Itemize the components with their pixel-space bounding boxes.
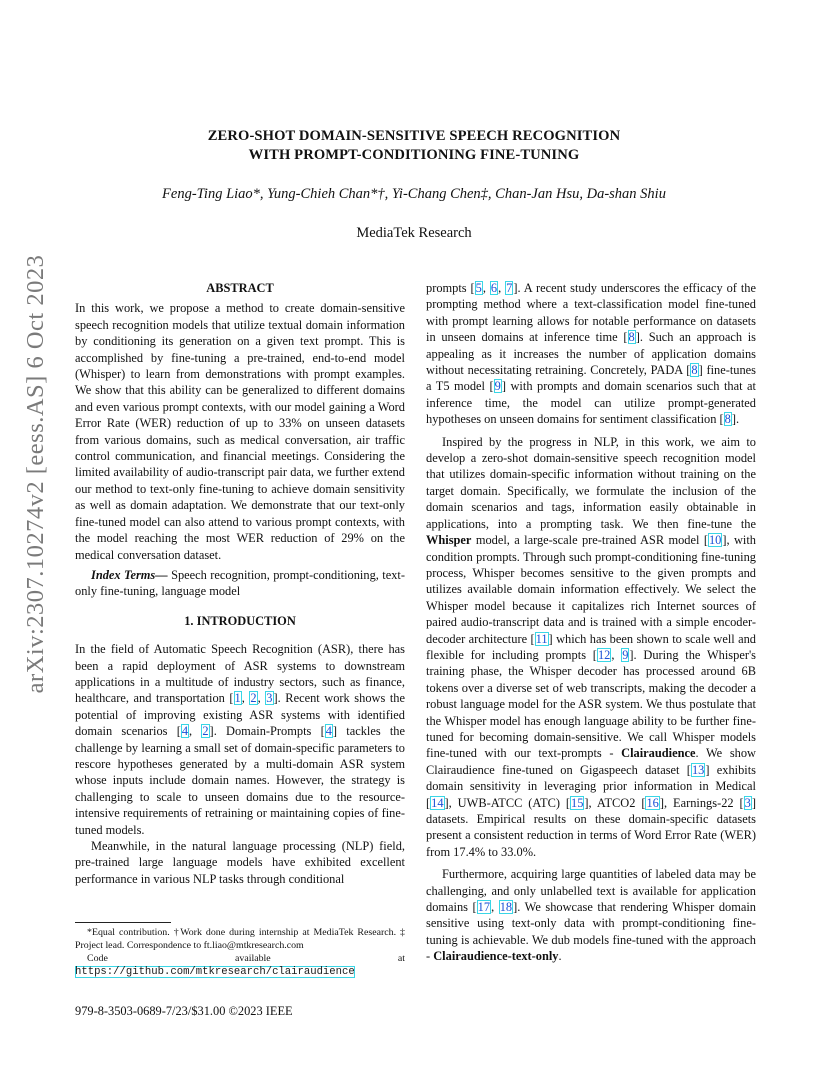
citation-link[interactable]: 10 [708,533,722,548]
citation-link[interactable]: 1 [234,691,241,706]
footnote-rule [75,922,171,923]
isbn-copyright: 979-8-3503-0689-7/23/$31.00 ©2023 IEEE [75,1004,293,1018]
citation-link[interactable]: 18 [499,900,513,915]
citation-link[interactable]: 6 [490,281,498,295]
paper-title-line-2: WITH PROMPT-CONDITIONING FINE-TUNING [248,147,580,163]
right-paragraph-2: Inspired by the progress in NLP, in this work, we aim to develop a zero-shot domain-sensitive speech recognition model that utilizes domain-specific information without training on the target domain. Specifically, we formulate the inclusion of the domain scenarios and tags, information easily obtainable in applications, into a prompting task. We then fine-tune the Whisper model, a large-scale pre-trained ASR model [10], with condition prompts. Through such prompt-conditioning fine-tuning process, Whisper becomes sensitive to the given prompts and utilizes available domain information effectively. We select the Whisper model because it capitalizes rich Internet sources of paired audio-transcript data and is trained with a simple encoder-decoder architecture [11] which has been shown to scale well and flexible for including prompts [12, 9]. During the Whisper's training phase, the Whisper decoder has processed around 6B tokens over a diverse set of web transcripts, making the decoder a robust language model for the ASR system. We thus postulate that the Whisper model has enough language ability to be further fine-tuned for becoming domain-sensitive. We call Whisper models fine-tuned with our text-prompts - Clairaudience. We show Clairaudience fine-tuned on Gigaspeech dataset [13] exhibits domain sensitivity in leveraging prior information in Medical [14], UWB-ATCC (ATC) [15], ATCO2 [16], Earnings-22 [3] datasets. Empirical results on these domain-specific datasets present a consistent reduction in terms of Word Error Rate (WER) from 17.4% to 33.0%. [426,434,756,859]
citation-link[interactable]: 13 [691,762,705,777]
citation-link[interactable]: 16 [646,795,659,810]
left-column [75,280,405,887]
citation-link[interactable]: 3 [266,691,273,706]
citation-link[interactable]: 3 [744,795,751,810]
author-list: Feng-Ting Liao*, Yung-Chieh Chan*†, Yi-Chang Chen‡, Chan-Jan Hsu, Da-shan Shiu [162,186,666,202]
citation-link[interactable]: 2 [202,724,209,739]
footnote-contribution: *Equal contribution. †Work done during internship at MediaTek Research. ‡ Project lead. Correspondence to ft.liao@mtkresearch.com [75,927,405,951]
citation-link[interactable]: 8 [691,363,698,378]
footnote-code: Code available at https://github.com/mtkresearch/clairaudience [75,953,405,978]
citation-link[interactable]: 14 [431,795,444,810]
citation-link[interactable]: 12 [597,647,611,662]
abstract-text: In this work, we propose a method to create domain-sensitive speech recognition models that utilize textual domain information by conditioning its generation on a given text prompt. This is accomplished by fine-tuning a pre-trained, end-to-end model (Whisper) to learn from demonstrations with prompt examples. We show that this ability can be generalized to different domains and even various prompt contexts, with our model gaining a Word Error Rate (WER) reduction of up to 33% on unseen datasets from various domains, such as medical conversation, air traffic control communication, and financial meetings. Considering the limited availability of audio-transcript pair data, we further extend our method to text-only fine-tuning to achieve domain sensitivity as well as domain adaptation. We demonstrate that our text-only fine-tuned model can also attend to various prompt contexts, with the model reaching the most WER reduction of 29% on the medical conversation dataset. [75,301,405,562]
intro-paragraph-1: In the field of Automatic Speech Recognition (ASR), there has been a rapid deployment of ASR systems to downstream applications in a multitude of industry sectors, such as finance, healthcare, and transportation [1, 2, 3]. Recent work shows the potential of improving existing ASR systems with identified domain scenarios [4, 2]. Domain-Prompts [4] tackles the challenge by learning a small set of domain-specific parameters to rescore hypotheses generated by a multi-domain ASR system whose inputs include domain names. However, the strategy is challenging to scale to unseen domains due to the resource-intensive requirements of retraining or maintaining copies of fine-tuned models. [75,642,405,837]
code-url-link[interactable]: https://github.com/mtkresearch/clairaudience [75,966,355,978]
citation-link[interactable]: 8 [628,330,635,345]
index-terms-text: Speech recognition, prompt-conditioning, text-only fine-tuning, language model [75,567,405,599]
abstract-heading: ABSTRACT [206,281,274,295]
right-column [426,280,756,965]
arxiv-watermark: arXiv:2307.10274v2 [eess.AS] 6 Oct 2023 [22,254,49,694]
citation-link[interactable]: 9 [622,647,629,662]
affiliation: MediaTek Research [356,225,472,241]
citation-link[interactable]: 17 [477,900,491,915]
intro-heading: 1. INTRODUCTION [184,613,296,628]
citation-link[interactable]: 4 [325,724,332,739]
intro-paragraph-2: Meanwhile, in the natural language processing (NLP) field, pre-trained large language models have exhibited excellent performance in various NLP tasks through conditional [75,839,405,886]
paper-title-line-1: ZERO-SHOT DOMAIN-SENSITIVE SPEECH RECOGNITION [207,128,621,144]
index-terms-label: Index Terms— [91,567,168,582]
citation-link[interactable]: 8 [724,412,731,427]
right-paragraph-3: Furthermore, acquiring large quantities of labeled data may be challenging, and only unlabelled text is available for application domains [17, 18]. We showcase that rendering Whisper domain sensitive using text-only data with prompt-conditioning fine-tuning is achievable. We dub models fine-tuned with the approach - Clairaudience-text-only. [426,867,756,964]
citation-link[interactable]: 4 [181,724,189,739]
citation-link[interactable]: 2 [250,691,257,706]
index-terms [75,567,405,600]
footnotes [75,926,405,979]
right-paragraph-1: prompts [5, 6, 7]. A recent study underscores the efficacy of the prompting method where a text-classification model fine-tuned with prompt learning allows for notable performance on datasets in unseen domains at inference time [8]. Such an approach is appealing as it increases the number of application domains without necessitating retraining. Concretely, PADA [8] fine-tunes a T5 model [9] with prompts and domain scenarios such that at inference time, the model can utilize prompt-generated hypotheses on unseen domains for sentiment classification [8]. [426,281,756,427]
citation-link[interactable]: 15 [571,795,584,810]
citation-link[interactable]: 11 [535,631,548,646]
citation-link[interactable]: 7 [506,281,513,295]
citation-link[interactable]: 5 [475,281,482,295]
citation-link[interactable]: 9 [494,379,501,394]
